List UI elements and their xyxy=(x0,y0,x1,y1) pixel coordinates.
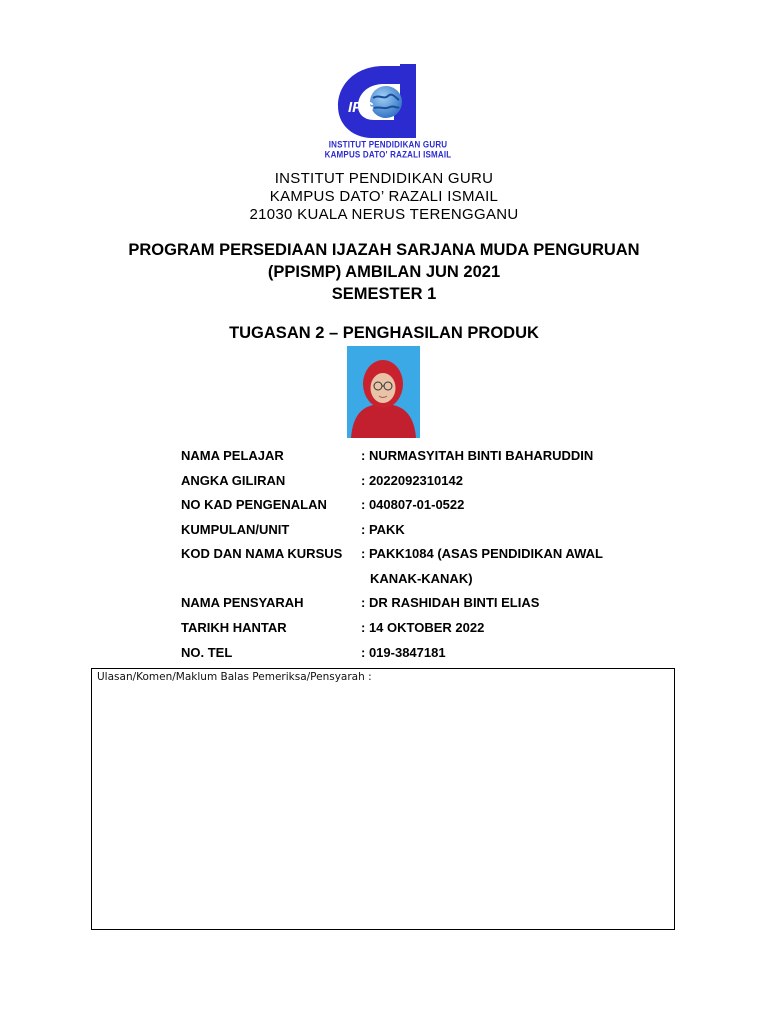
detail-label: ANGKA GILIRAN xyxy=(181,473,286,488)
detail-label: NO KAD PENGENALAN xyxy=(181,497,327,512)
logo-globe xyxy=(370,86,402,118)
detail-label: NAMA PENSYARAH xyxy=(181,595,304,610)
detail-label: NAMA PELAJAR xyxy=(181,448,284,463)
detail-value: : DR RASHIDAH BINTI ELIAS xyxy=(361,595,540,610)
institution-line-2: KAMPUS DATO’ RAZALI ISMAIL xyxy=(269,188,499,205)
detail-value: : 14 OKTOBER 2022 xyxy=(361,620,485,635)
detail-label: KOD DAN NAMA KURSUS xyxy=(181,546,343,561)
program-line-2: (PPISMP) AMBILAN JUN 2021 xyxy=(267,263,501,281)
comment-label: Ulasan/Komen/Maklum Balas Pemeriksa/Pensyarah : xyxy=(97,671,372,683)
logo-bar xyxy=(400,64,416,138)
detail-value: KANAK-KANAK) xyxy=(370,571,473,586)
student-photo xyxy=(347,346,420,438)
logo-subtitle-2: KAMPUS DATO' RAZALI ISMAIL xyxy=(324,149,452,160)
task-title: TUGASAN 2 – PENGHASILAN PRODUK xyxy=(229,324,539,342)
logo-mark-text: IPG xyxy=(348,99,374,116)
detail-value: : PAKK1084 (ASAS PENDIDIKAN AWAL xyxy=(361,546,603,561)
institution-line-3: 21030 KUALA NERUS TERENGGANU xyxy=(249,206,519,223)
logo-subtitle-1: INSTITUT PENDIDIKAN GURU xyxy=(328,139,448,150)
comment-box xyxy=(91,668,675,930)
detail-value: : 040807-01-0522 xyxy=(361,497,465,512)
institution-line-1: INSTITUT PENDIDIKAN GURU xyxy=(274,170,494,187)
program-line-1: PROGRAM PERSEDIAAN IJAZAH SARJANA MUDA PENGURUAN xyxy=(128,241,640,259)
detail-label: KUMPULAN/UNIT xyxy=(181,522,290,537)
detail-value: : PAKK xyxy=(361,522,405,537)
program-line-3: SEMESTER 1 xyxy=(331,285,437,303)
detail-label: NO. TEL xyxy=(181,645,233,660)
detail-value: : 019-3847181 xyxy=(361,645,446,660)
detail-label: TARIKH HANTAR xyxy=(181,620,287,635)
detail-value: : 2022092310142 xyxy=(361,473,463,488)
detail-value: : NURMASYITAH BINTI BAHARUDDIN xyxy=(361,448,594,463)
